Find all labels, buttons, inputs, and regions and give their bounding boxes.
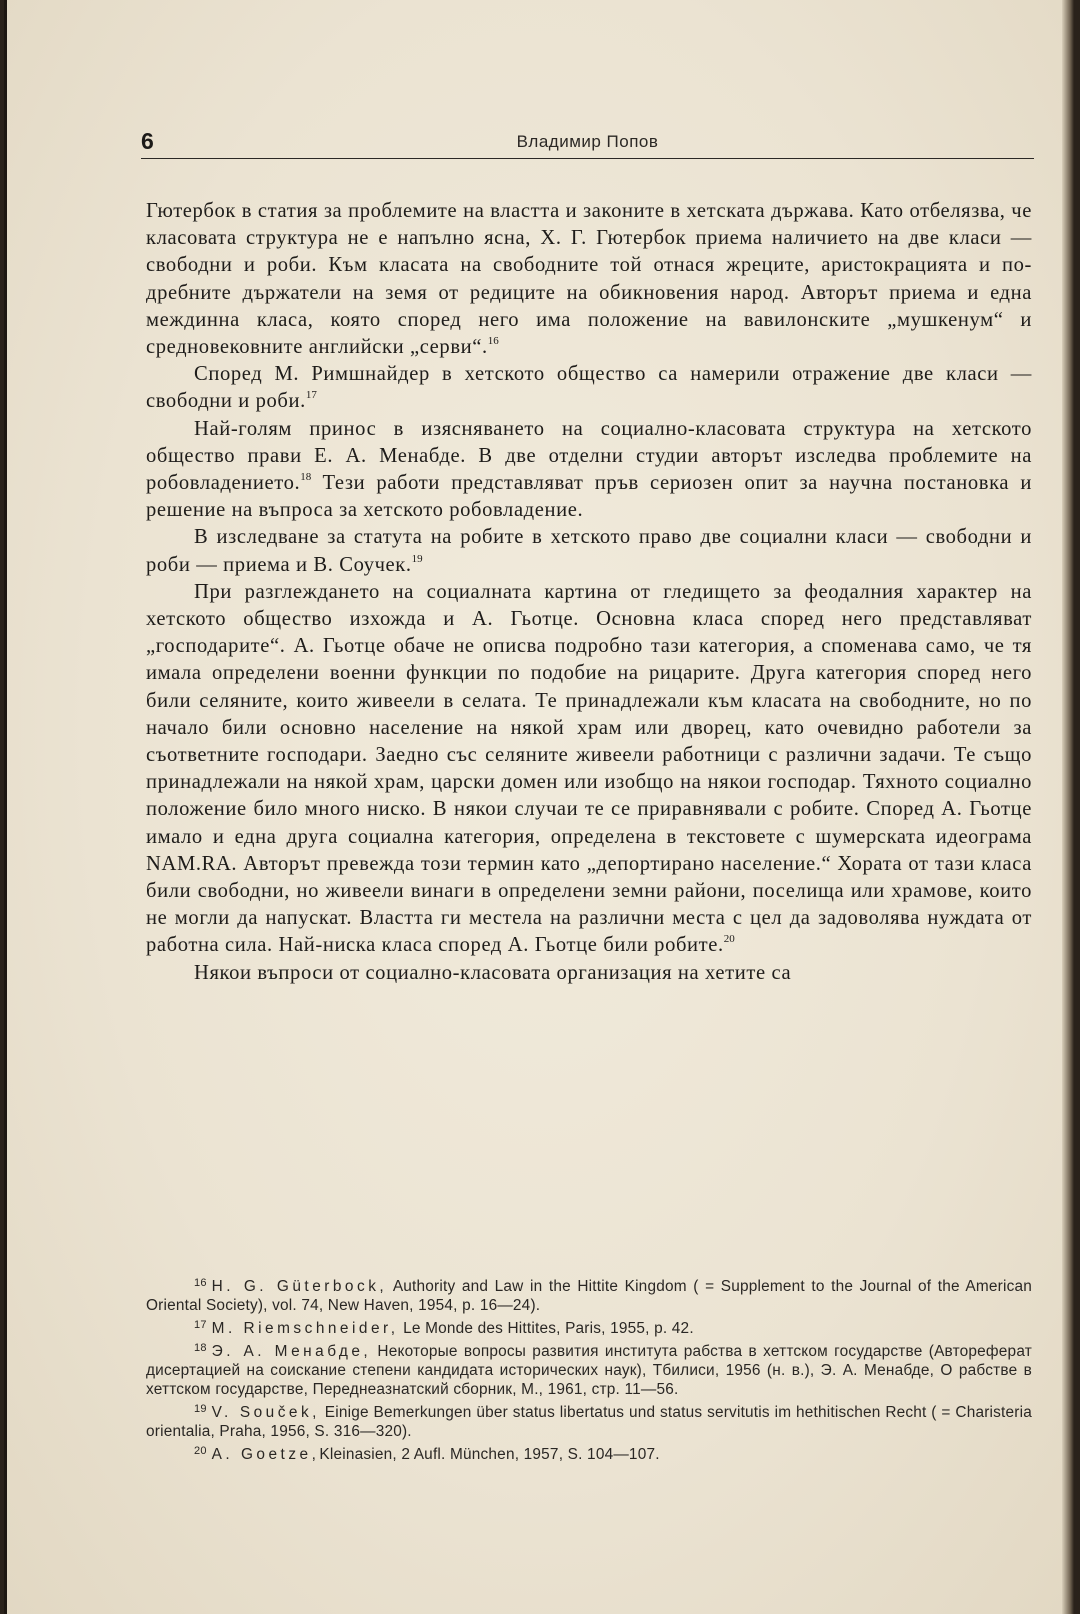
footnote-number: 18 [194,1342,207,1354]
paragraph: В изследване за статута на робите в хетското право две социални класи — свободни и роби — приема и В. Соучек.$^{19}$ [146,526,1032,576]
book-spine-shadow [1062,0,1074,1614]
footnote-author: A. Goetze, [211,1446,320,1463]
header-rule [141,158,1034,159]
footnote: $^{19}$ V. Souček, Einige Bemerkungen über status libertatus und status servitutis im hethitischen Recht ( = Charisteria orientalia, Praha, 1956, S. 316—320). [146,1403,1032,1440]
footnote: $^{17}$ M. Riemschneider, Le Monde des Hittites, Paris, 1955, p. 42. [194,1319,694,1337]
paragraph: Гютербок в статия за проблемите на властта и законите в хетската държава. Като отбелязва, че класовата структура не е напълно ясна, Х. Г. Гютербок приема наличието на две класи — свободни и роби. Към класата на свободните той отнася жреците, аристокрацията и по-дребните държатели на земя от редиците на обикновения народ. Авторът приема и една междинна класа, която според него има положение на вавилонските „мушкенум“ и средновековните английски „серви“.$^{16}$ [146,200,1032,359]
footnote: $^{18}$ Э. А. Менабде, Некоторые вопросы развития института рабства в хеттском государстве (Автореферат дисертацией на соискание степени кандидата исторических наук), Тбилиси, 1956 (н. в.), Э. А. Менабде, О рабстве в хеттском государстве, Переднеазнатский сборник, М., 1961, стр. 11—56. [146,1342,1032,1398]
running-head-author: Владимир Попов [516,132,659,151]
paragraph: При разглеждането на социалната картина от гледището за феодалния характер на хетското общество изхожда и А. Гьотце. Основна класа според него представляват „господарите“. А. Гьотце обаче не описва подробно тази категория, а споменава само, че тя имала определени военни функции по подобие на рицарите. Друга категория според него били селяните, които живеели в селата. Те принадлежали към класата на свободните, но по начало били основно население на някой храм или дворец, като очевидно работели за съответните господари. Заедно със селяните живеели работници с различни задачи. Те също принадлежали на някой храм, царски домен или изобщо на някои господар. Тяхното социално положение било много ниско. В някои случаи те се приравнявали с робите. Според А. Гьотце имало и една друга социална категория, определена в текстовете с шумерската идеограма NAM.RA. Авторът превежда този термин като „депортирано население.“ Хората от тази класа били свободни, но живеели винаги в определени земни райони, поселища или храмове, които не могли да напускат. Властта ги местела на различни места с цел да задоволява нуждата от работна сила. Най-ниска класа според А. Гьотце били робите.$^{20}$ [146,580,1032,957]
paragraph: Според М. Римшнайдер в хетското общество са намерили отражение две класи — свободни и роби.$^{17}$ [146,363,1032,413]
footnotes [146,1277,1032,1468]
paragraph: Най-голям принос в изясняването на социално-класовата структура на хетското общество прави Е. А. Менабде. В две отделни студии авторът изследва проблемите на робовладението.$^{18}$ Тези работи представляват пръв сериозен опит за научна постановка и решение на въпроса за хетското робовладение. [146,417,1032,522]
paragraph: Някои въпроси от социално-класовата организация на хетите са [194,961,792,984]
footnote-ref: 17 [305,389,317,402]
footnote-number: 16 [194,1277,207,1289]
footnote: $^{16}$ H. G. Güterbock, Authority and Law in the Hittite Kingdom ( = Supplement to the Journal of the American Oriental Society), vol. 74, New Haven, 1954, p. 16—24). [146,1277,1033,1314]
footnote-number: 19 [194,1403,207,1415]
footnote-author: Э. А. Менабде, [211,1343,372,1360]
footnote-author: H. G. Güterbock, [211,1278,388,1295]
main-text [146,198,1032,987]
footnote-number: 20 [194,1445,207,1457]
page-number: 6 [141,128,154,154]
footnote: $^{20}$ A. Goetze,Kleinasien, 2 Aufl. München, 1957, S. 104—107. [194,1445,660,1463]
footnote-ref: 16 [487,335,499,348]
footnote-number: 17 [194,1319,207,1331]
footnote-ref: 20 [723,933,735,946]
footnote-author: M. Riemschneider, [211,1320,399,1337]
footnote-ref: 18 [300,471,312,484]
footnote-author: V. Souček, [211,1404,320,1421]
footnote-ref: 19 [411,552,423,565]
